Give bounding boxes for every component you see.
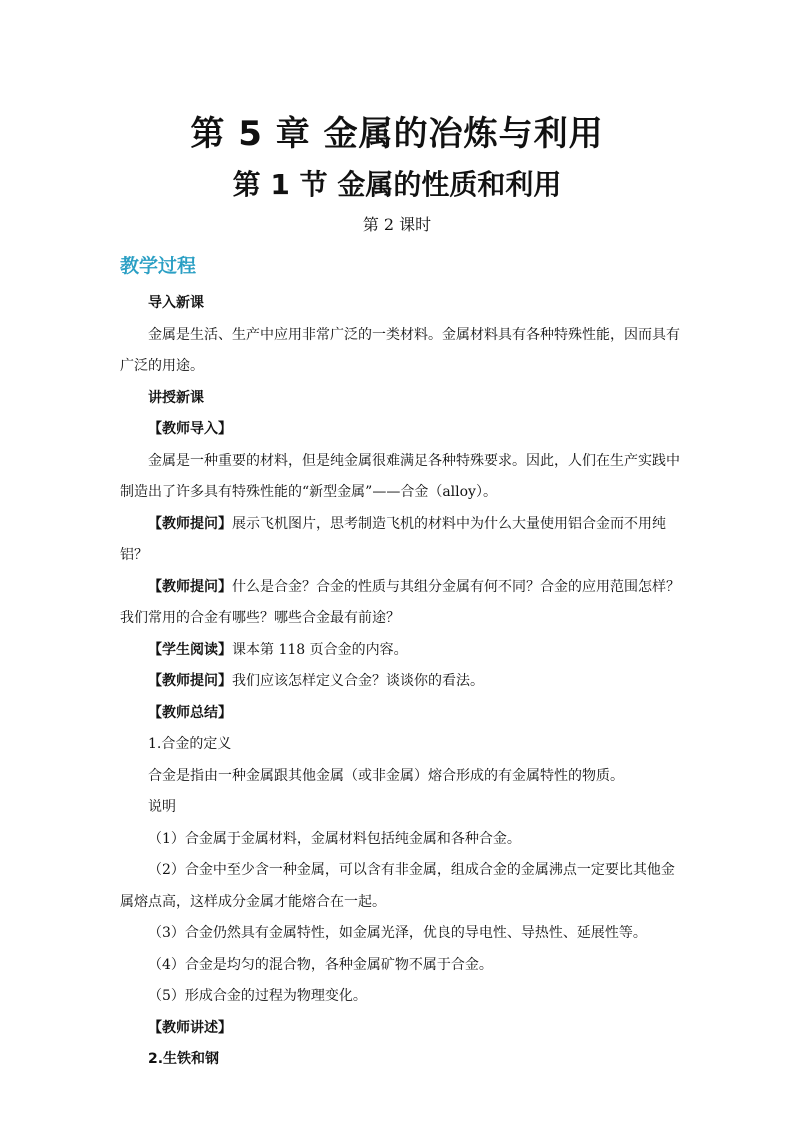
note-4: （4）合金是均匀的混合物，各种金属矿物不属于合金。 <box>148 956 493 973</box>
definition-heading: 1.合金的定义 <box>148 736 232 752</box>
note-2-line2: 属熔点高，这样成分金属才能熔合在一起。 <box>120 893 386 910</box>
intro-heading: 导入新课 <box>148 295 204 311</box>
question-2-line2: 我们常用的合金有哪些？哪些合金最有前途？ <box>120 610 400 626</box>
chapter-title: 第 5 章 金属的冶炼与利用 <box>190 114 604 154</box>
question-1 <box>120 509 680 572</box>
intro-paragraph-line1: 金属是生活、生产中应用非常广泛的一类材料。金属材料具有各种特殊性能，因而具有 <box>148 326 680 343</box>
section-title: 第 1 节 金属的性质和利用 <box>232 168 562 201</box>
document-body <box>120 288 680 1076</box>
question-1-label: 【教师提问】 <box>148 515 232 532</box>
lecture-heading: 讲授新课 <box>148 389 204 406</box>
teacher-summary-label: 【教师总结】 <box>148 704 232 721</box>
teacher-intro-label: 【教师导入】 <box>148 421 232 437</box>
note-5: （5）形成合金的过程为物理变化。 <box>148 988 367 1004</box>
note-1: （1）合金属于金属材料，金属材料包括纯金属和各种合金。 <box>148 830 521 847</box>
teacher-intro-line2: 制造出了许多具有特殊性能的“新型金属”——合金（alloy）。 <box>120 484 497 500</box>
question-3-label: 【教师提问】 <box>148 673 232 689</box>
note-2-line1: （2）合金中至少含一种金属，可以含有非金属，组成合金的金属沸点一定要比其他金 <box>148 862 675 878</box>
note-label: 说明 <box>148 799 176 815</box>
question-1-text: 展示飞机图片，思考制造飞机的材料中为什么大量使用铝合金而不用纯铝？ <box>120 515 666 563</box>
student-reading-label: 【学生阅读】 <box>148 641 232 658</box>
student-reading <box>120 635 680 667</box>
definition-text: 合金是指由一种金属跟其他金属（或非金属）熔合形成的有金属特性的物质。 <box>148 767 624 784</box>
teacher-explain-label: 【教师讲述】 <box>148 1019 232 1036</box>
question-3 <box>120 666 680 698</box>
student-reading-text: 课本第 118 页合金的内容。 <box>232 641 408 658</box>
question-2-text: 什么是合金？合金的性质与其组分金属有何不同？合金的应用范围怎样？ <box>232 578 680 595</box>
question-2 <box>120 572 680 604</box>
teacher-intro-line1: 金属是一种重要的材料，但是纯金属很难满足各种特殊要求。因此，人们在生产实践中 <box>148 452 680 469</box>
lesson-number: 第 2 课时 <box>362 215 432 234</box>
process-heading: 教学过程 <box>120 255 197 277</box>
intro-paragraph-line2: 广泛的用途。 <box>120 358 204 374</box>
question-3-text: 我们应该怎样定义合金？谈谈你的看法。 <box>232 673 484 689</box>
note-3: （3）合金仍然具有金属特性，如金属光泽，优良的导电性、导热性、延展性等。 <box>148 925 647 941</box>
question-2-label: 【教师提问】 <box>148 578 232 595</box>
iron-steel-heading: 2.生铁和钢 <box>148 1051 220 1067</box>
